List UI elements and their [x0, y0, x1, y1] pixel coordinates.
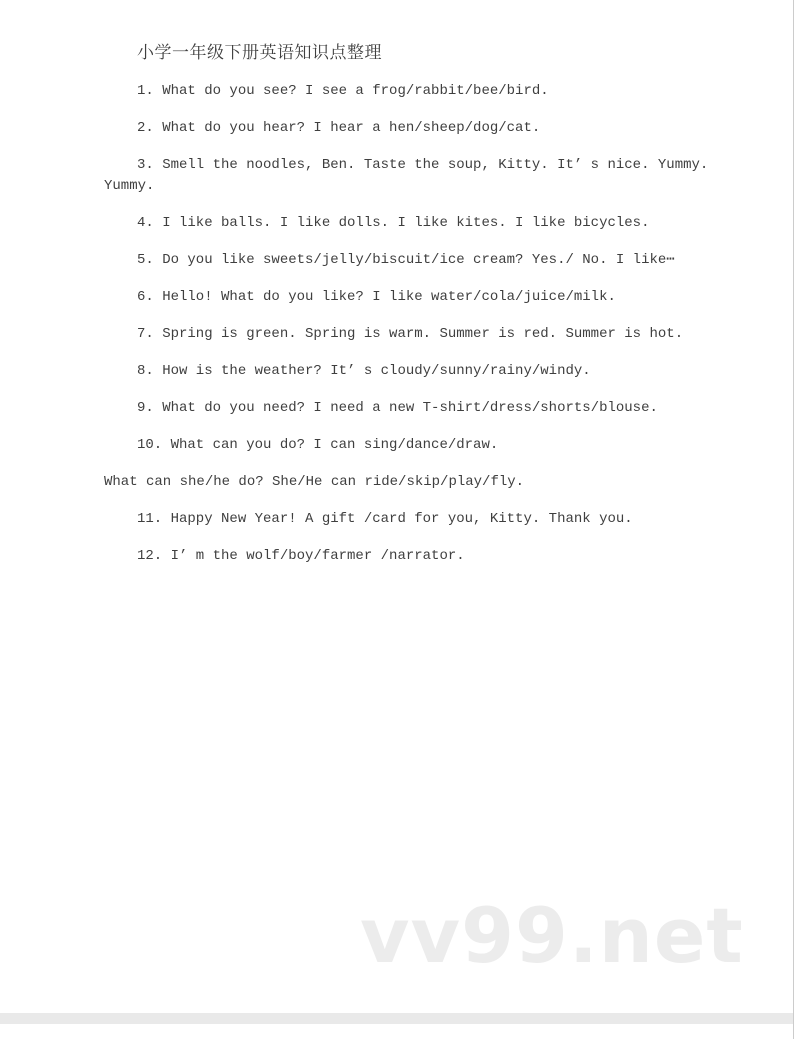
list-item-10: 10. What can you do? I can sing/dance/draw.: [137, 437, 499, 453]
list-item-1: 1. What do you see? I see a frog/rabbit/bee/bird.: [137, 83, 549, 99]
list-item-5: 5. Do you like sweets/jelly/biscuit/ice cream? Yes./ No. I like⋯: [137, 252, 675, 268]
list-item-8: 8. How is the weather? It’ s cloudy/sunny/rainy/windy.: [137, 363, 591, 379]
watermark: vv99.net: [360, 891, 744, 980]
list-item-6: 6. Hello! What do you like? I like water/cola/juice/milk.: [137, 289, 616, 305]
paragraph: [104, 81, 704, 102]
list-item-10-continuation: What can she/he do? She/He can ride/skip/play/fly.: [104, 474, 525, 490]
page-title: 小学一年级下册英语知识点整理: [137, 45, 382, 64]
paragraph: [104, 361, 704, 382]
list-item-9: 9. What do you need? I need a new T-shirt/dress/shorts/blouse.: [137, 400, 658, 416]
paragraph: [104, 213, 704, 234]
paragraph: [104, 44, 704, 65]
paragraph: [104, 435, 704, 456]
list-item-12: 12. I’ m the wolf/boy/farmer /narrator.: [137, 548, 465, 564]
page-right-border: [793, 0, 794, 1039]
paragraph: [104, 155, 709, 197]
list-item-11: 11. Happy New Year! A gift /card for you, Kitty. Thank you.: [137, 511, 633, 527]
paragraph: [104, 398, 704, 419]
paragraph: [104, 546, 704, 567]
document-content: [104, 44, 709, 583]
paragraph: [104, 250, 704, 271]
list-item-2: 2. What do you hear? I hear a hen/sheep/dog/cat.: [137, 120, 541, 136]
list-item-7: 7. Spring is green. Spring is warm. Summer is red. Summer is hot.: [137, 326, 684, 342]
paragraph: [104, 472, 704, 493]
list-item-4: 4. I like balls. I like dolls. I like kites. I like bicycles.: [137, 215, 650, 231]
next-page-top: [0, 1024, 793, 1039]
list-item-3: 3. Smell the noodles, Ben. Taste the soup, Kitty. It’ s nice. Yummy.: [137, 157, 709, 173]
list-item-3-wrap: Yummy.: [104, 178, 155, 194]
paragraph: [104, 287, 704, 308]
paragraph: [104, 509, 704, 530]
paragraph: [104, 324, 704, 345]
paragraph: [104, 118, 704, 139]
page-gap-bar: [0, 1013, 793, 1024]
